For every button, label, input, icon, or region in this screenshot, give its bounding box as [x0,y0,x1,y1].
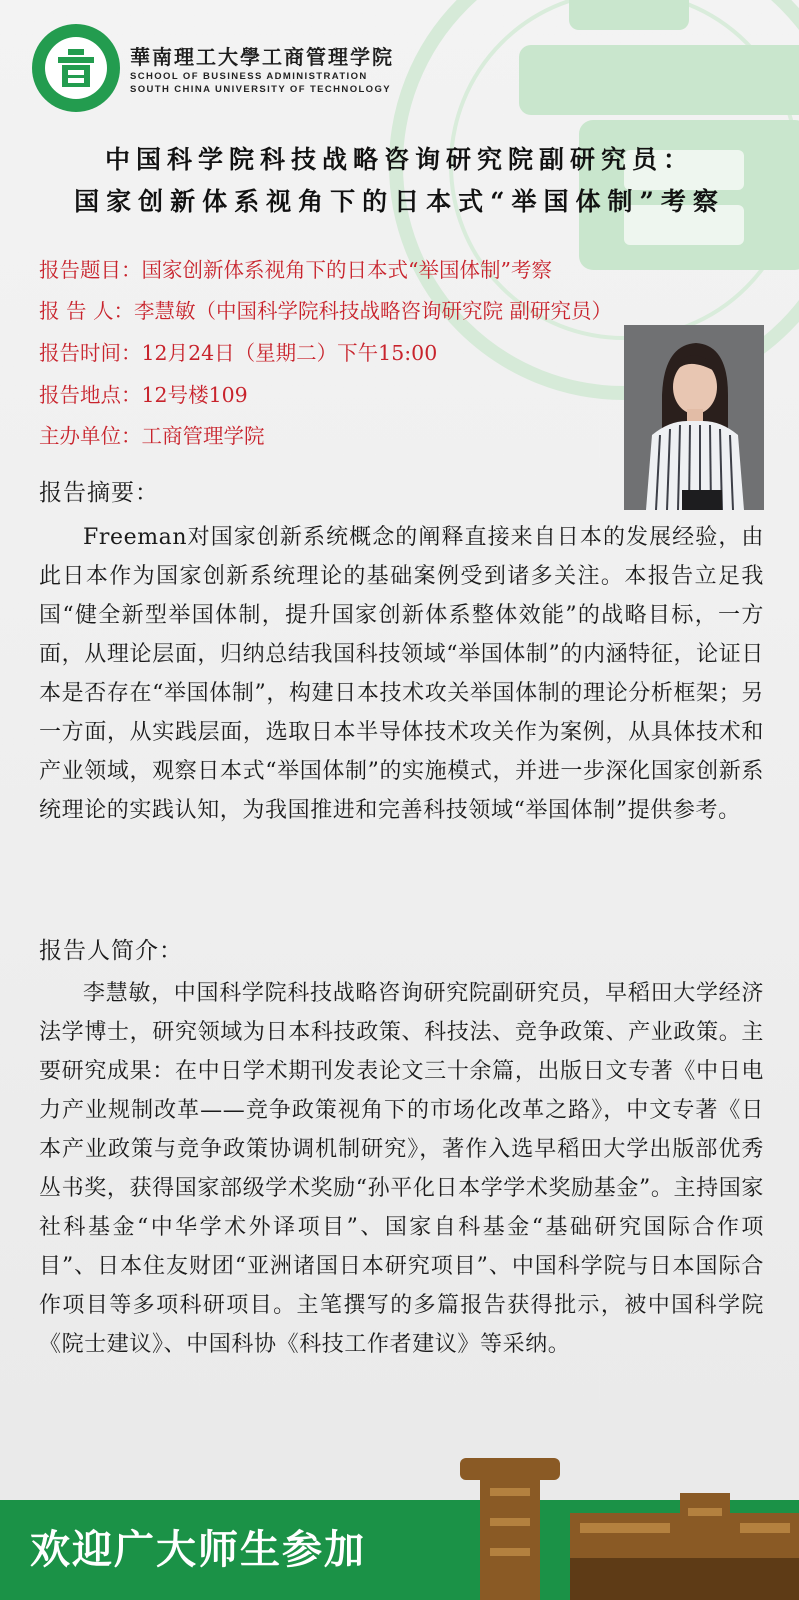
info-label: 报告题目： [39,258,142,282]
bio-heading: 报告人简介： [39,938,183,964]
info-value: 李慧敏（中国科学院科技战略咨询研究院 副研究员） [134,299,613,323]
page-title-line-2: 国家创新体系视角下的日本式“举国体制”考察 [74,187,725,216]
info-location [39,378,248,408]
info-label: 主办单位： [39,424,142,448]
abstract-body [39,518,764,830]
info-topic [39,253,552,283]
logo-chinese-name: 華南理工大學工商管理学院 [130,44,394,69]
info-organizer [39,419,265,449]
abstract-text: Freeman对国家创新系统概念的阐释直接来自日本的发展经验，由此日本作为国家创新系统理论的基础案例受到诸多关注。本报告立足我国“健全新型举国体制，提升国家创新体系整体效能”的战略目标，一方面，从理论层面，归纳总结我国科技领域“举国体制”的内涵特征，论证日本是否存在“举国体制”，构建日本技术攻关举国体制的理论分析框架；另一方面，从实践层面，选取日本半导体技术攻关作为案例，从具体技术和产业领域，观察日本式“举国体制”的实施模式，并进一步深化国家创新系统理论的实践认知，为我国推进和完善科技领域“举国体制”提供参考。 [39,525,764,823]
info-label: 报告时间： [39,341,142,365]
info-label: 报告地点： [39,383,142,407]
university-seal-icon [32,24,120,112]
speaker-portrait-icon [624,325,764,510]
school-logo [32,24,394,112]
logo-english-line-1: SCHOOL OF BUSINESS ADMINISTRATION [130,70,368,82]
seal-glyph-icon [54,46,98,90]
welcome-slogan: 欢迎广大师生参加 [30,1527,366,1573]
info-label: 报 告 人： [39,299,135,323]
info-value: 12号楼109 [141,383,248,407]
logo-english-line-2: SOUTH CHINA UNIVERSITY OF TECHNOLOGY [130,83,391,95]
info-value: 工商管理学院 [141,424,265,448]
info-value: 国家创新体系视角下的日本式“举国体制”考察 [141,258,552,282]
ornamental-pillar-icon [420,1458,799,1600]
page-title-line-1: 中国科学院科技战略咨询研究院副研究员： [104,145,694,174]
info-speaker [39,294,612,324]
bio-body [39,974,764,1364]
info-time [39,336,437,366]
bio-text: 李慧敏，中国科学院科技战略咨询研究院副研究员，早稻田大学经济法学博士，研究领域为日本科技政策、科技法、竞争政策、产业政策。主要研究成果：在中日学术期刊发表论文三十余篇，出版日文专著《中日电力产业规制改革——竞争政策视角下的市场化改革之路》，中文专著《日本产业政策与竞争政策协调机制研究》，著作入选早稻田大学出版部优秀丛书奖，获得国家部级学术奖励“孙平化日本学学术奖励基金”。主持国家社科基金“中华学术外译项目”、国家自科基金“基础研究国际合作项目”、日本住友财团“亚洲诸国日本研究项目”、中国科学院与日本国际合作项目等多项科研项目。主笔撰写的多篇报告获得批示，被中国科学院《院士建议》、中国科协《科技工作者建议》等采纳。 [39,981,764,1357]
speaker-photo [624,325,764,510]
abstract-heading: 报告摘要： [39,480,159,506]
info-value: 12月24日（星期二）下午15:00 [141,341,438,365]
